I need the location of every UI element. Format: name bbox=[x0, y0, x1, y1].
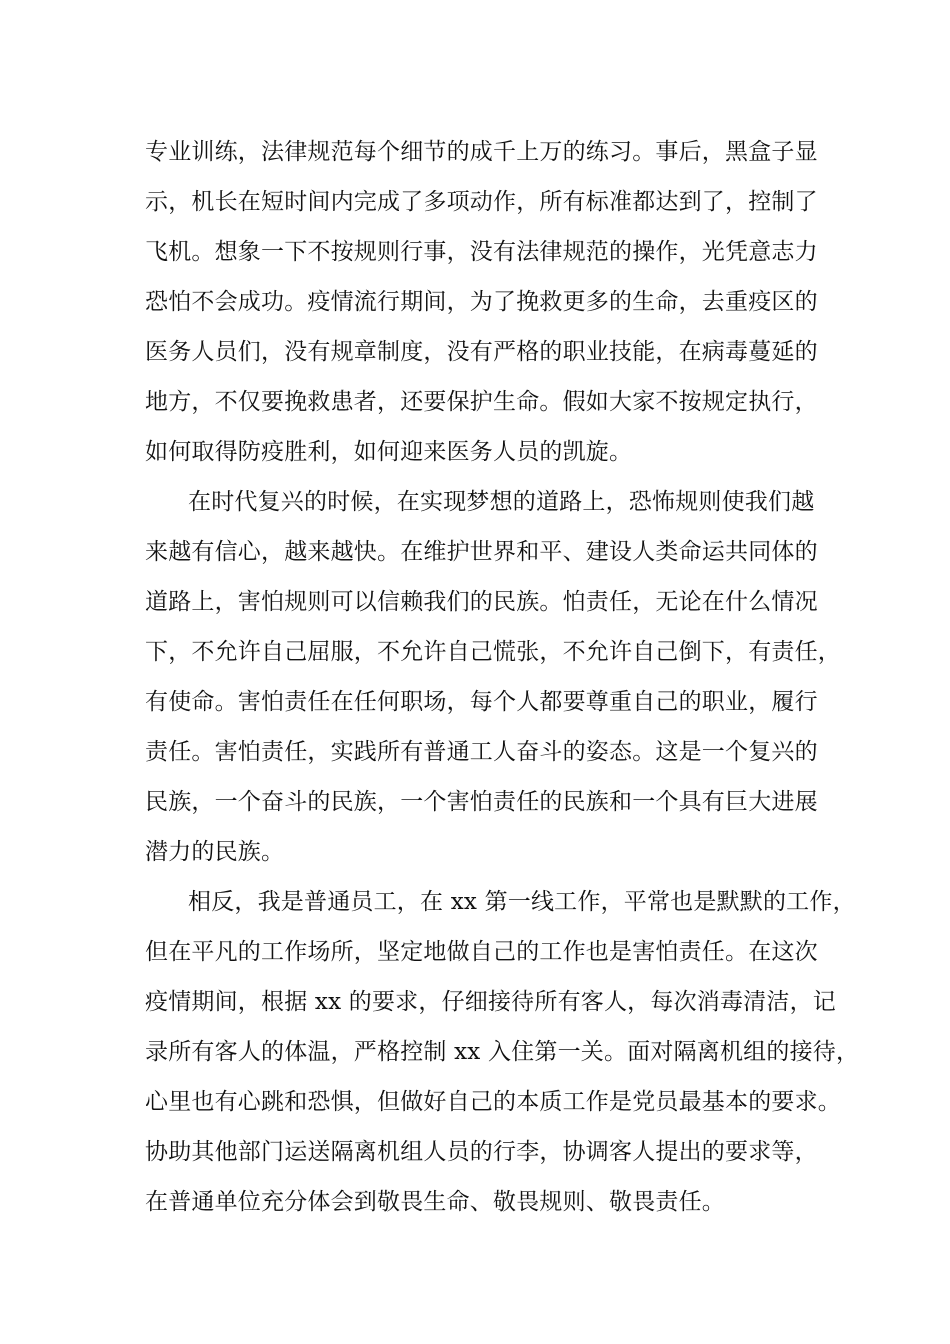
text-line: 心里也有心跳和恐惧，但做好自己的本质工作是党员最基本的要求。 bbox=[145, 1089, 841, 1115]
text-line: 责任。害怕责任，实践所有普通工人奋斗的姿态。这是一个复兴的 bbox=[145, 739, 818, 765]
text-line: 在普通单位充分体会到敬畏生命、敬畏规则、敬畏责任。 bbox=[145, 1189, 725, 1215]
text-line: 来越有信心，越来越快。在维护世界和平、建设人类命运共同体的 bbox=[145, 539, 818, 565]
text-line: 示，机长在短时间内完成了多项动作，所有标准都达到了，控制了 bbox=[145, 189, 818, 215]
text-line: 道路上，害怕规则可以信赖我们的民族。怕责任，无论在什么情况 bbox=[145, 589, 818, 615]
text-line: 恐怕不会成功。疫情流行期间，为了挽救更多的生命，去重疫区的 bbox=[145, 289, 818, 315]
text-line: 潜力的民族。 bbox=[145, 839, 285, 865]
text-line: 如何取得防疫胜利，如何迎来医务人员的凯旋。 bbox=[145, 439, 633, 465]
text-line: 地方，不仅要挽救患者，还要保护生命。假如大家不按规定执行， bbox=[145, 389, 818, 415]
text-line-indented: 在时代复兴的时候，在实现梦想的道路上，恐怖规则使我们越 bbox=[188, 489, 815, 515]
text-line-indented: 相反，我是普通员工，在 xx 第一线工作，平常也是默默的工作， bbox=[188, 889, 856, 915]
text-line: 疫情期间，根据 xx 的要求，仔细接待所有客人，每次消毒清洁，记 bbox=[145, 989, 836, 1015]
text-line: 医务人员们，没有规章制度，没有严格的职业技能，在病毒蔓延的 bbox=[145, 339, 818, 365]
text-line: 民族，一个奋斗的民族，一个害怕责任的民族和一个具有巨大进展 bbox=[145, 789, 818, 815]
text-line: 专业训练，法律规范每个细节的成千上万的练习。事后，黑盒子显 bbox=[145, 139, 818, 165]
text-line: 飞机。想象一下不按规则行事，没有法律规范的操作，光凭意志力 bbox=[145, 239, 818, 265]
text-line: 但在平凡的工作场所，坚定地做自己的工作也是害怕责任。在这次 bbox=[145, 939, 818, 965]
text-line: 协助其他部门运送隔离机组人员的行李，协调客人提出的要求等， bbox=[145, 1139, 818, 1165]
text-line: 下，不允许自己屈服，不允许自己慌张，不允许自己倒下，有责任， bbox=[145, 639, 841, 665]
text-line: 有使命。害怕责任在任何职场，每个人都要尊重自己的职业，履行 bbox=[145, 689, 818, 715]
text-line: 录所有客人的体温，严格控制 xx 入住第一关。面对隔离机组的接待， bbox=[145, 1039, 860, 1065]
